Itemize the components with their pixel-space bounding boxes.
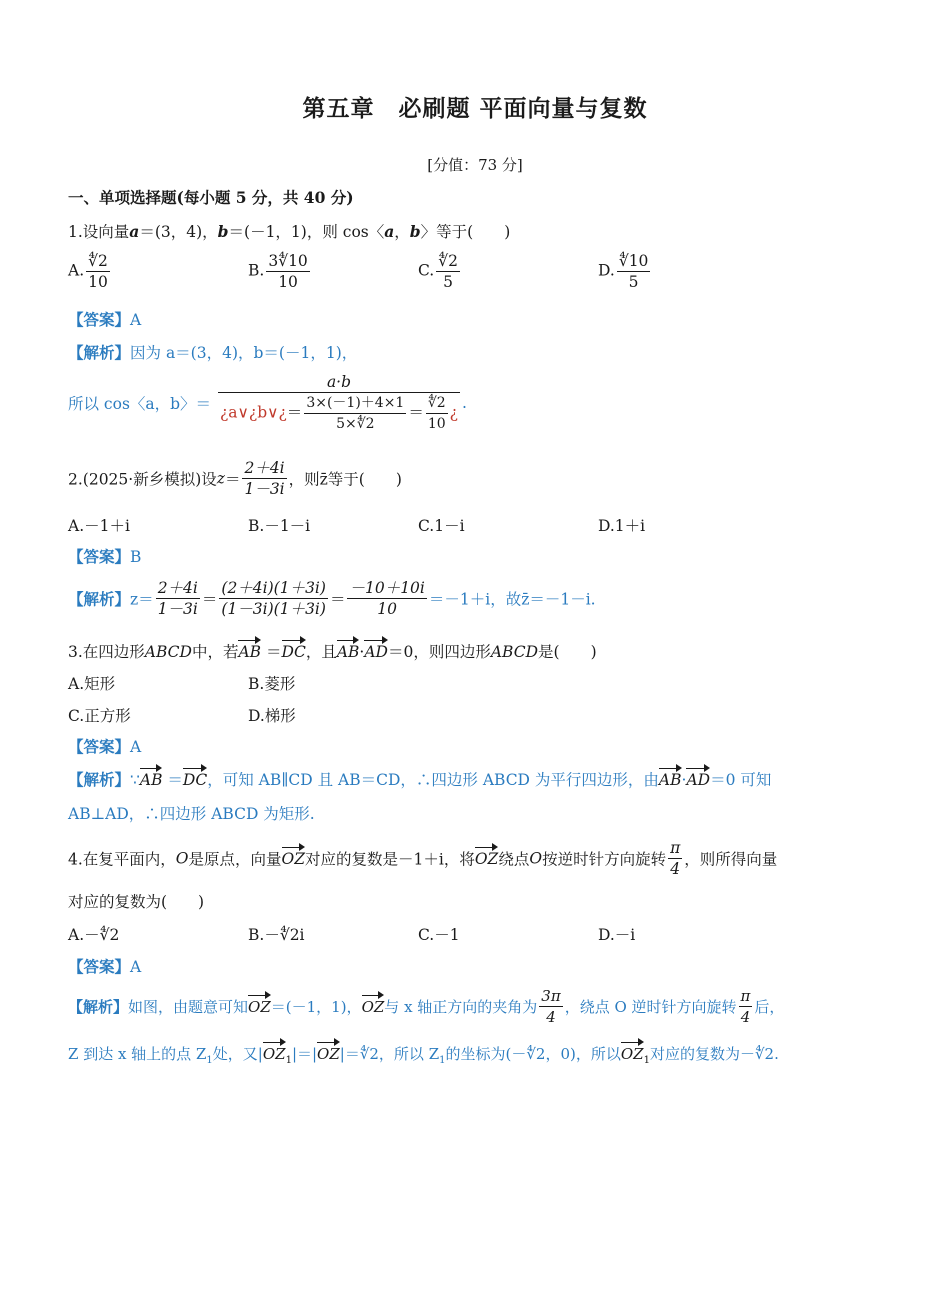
q1-analysis-line2: 所以 cos〈a，b〉＝ a·b ¿a∨¿b∨¿＝ $\frac{3\times(-1)+4\times 1}{5\times∜2}$ ＝ $\frac{∜2}{10}$ ¿ . [68,373,467,432]
q2-option-c: C.1－i [418,517,465,535]
q4-stem-line2: 对应的复数为( ) [68,893,205,911]
q4-analysis-line1: 【解析】如图，由题意可知OZ＝(－1，1)，OZ与 x 轴正方向的夹角为 $\frac{3\pi}{4}$ ，绕点 O 逆时针方向旋转 $\frac{\pi}{4}$ 后， [68,987,785,1026]
q3-option-d: D.梯形 [248,707,296,725]
section-heading: 一、单项选择题(每小题 5 分，共 40 分) [68,188,354,207]
score-line: [分值：73 分] [427,156,523,174]
q2-option-d: D.1＋i [598,517,646,535]
q3-option-b: B.菱形 [248,675,296,693]
q2-option-a: A.－1＋i [68,517,130,535]
q2-stem: 2.(2025·新乡模拟)设z＝ $\frac{2+4i}{1-3i}$ ，则z̄等于( ) [68,459,402,498]
q2-analysis: 【解析】z＝ $\frac{2+4i}{1-3i}$ ＝ $\frac{(2+4i)(1+3i)}{(1-3i)(1+3i)}$ ＝ $\frac{-10+10i}{10}$ ＝－1＋i，故z̄＝－1－i. [68,579,596,618]
q1-option-d: D. $\frac{∜10}{5}$ [598,252,649,291]
q1-answer: 【答案】A [68,311,142,329]
q4-answer: 【答案】A [68,958,142,976]
q3-analysis-line2: AB⊥AD，∴四边形 ABCD 为矩形. [68,805,315,823]
q3-option-a: A.矩形 [68,675,116,693]
q3-stem: 3.在四边形ABCD中，若AB ＝DC，且AB·AD＝0，则四边形ABCD是( ) [68,643,597,661]
q4-option-b: B.－∜2i [248,926,305,944]
page-title: 第五章 必刷题 平面向量与复数 [302,96,648,122]
q1-analysis-line1: 【解析】因为 a＝(3，4)，b＝(－1，1)， [68,344,358,362]
q1-stem: 1.设向量a＝(3，4)，b＝(－1，1)，则 cos〈a，b〉等于( ) [68,222,511,241]
q3-option-c: C.正方形 [68,707,131,725]
q1-option-c: C. $\frac{∜2}{5}$ [418,252,458,291]
q2-option-b: B.－1－i [248,517,311,535]
q4-option-c: C.－1 [418,926,460,944]
q1-option-b: B. $\frac{3∜10}{10}$ [248,252,308,291]
q4-option-a: A.－∜2 [68,926,120,944]
q4-option-d: D.－i [598,926,636,944]
q1-option-a: A. $\frac{∜2}{10}$ [68,252,108,291]
q4-analysis-line2: Z 到达 x 轴上的点 $Z_1$处，又$|OZ_1|=|OZ|=∜2$，所以 $Z_1$的坐标为(－∜2，0)，所以$OZ_1$对应的复数为－∜2. [68,1045,779,1066]
q3-answer: 【答案】A [68,738,142,756]
q4-stem-line1: 4.在复平面内，O是原点，向量OZ对应的复数是－1＋i，将OZ绕点O按逆时针方向旋转 $\frac{\pi}{4}$ ，则所得向量 [68,839,778,878]
q3-analysis-line1: 【解析】∵AB ＝DC，可知 AB∥CD 且 AB＝CD，∴四边形 ABCD 为平行四边形，由AB·AD＝0 可知 [68,771,772,789]
q2-answer: 【答案】B [68,548,142,566]
